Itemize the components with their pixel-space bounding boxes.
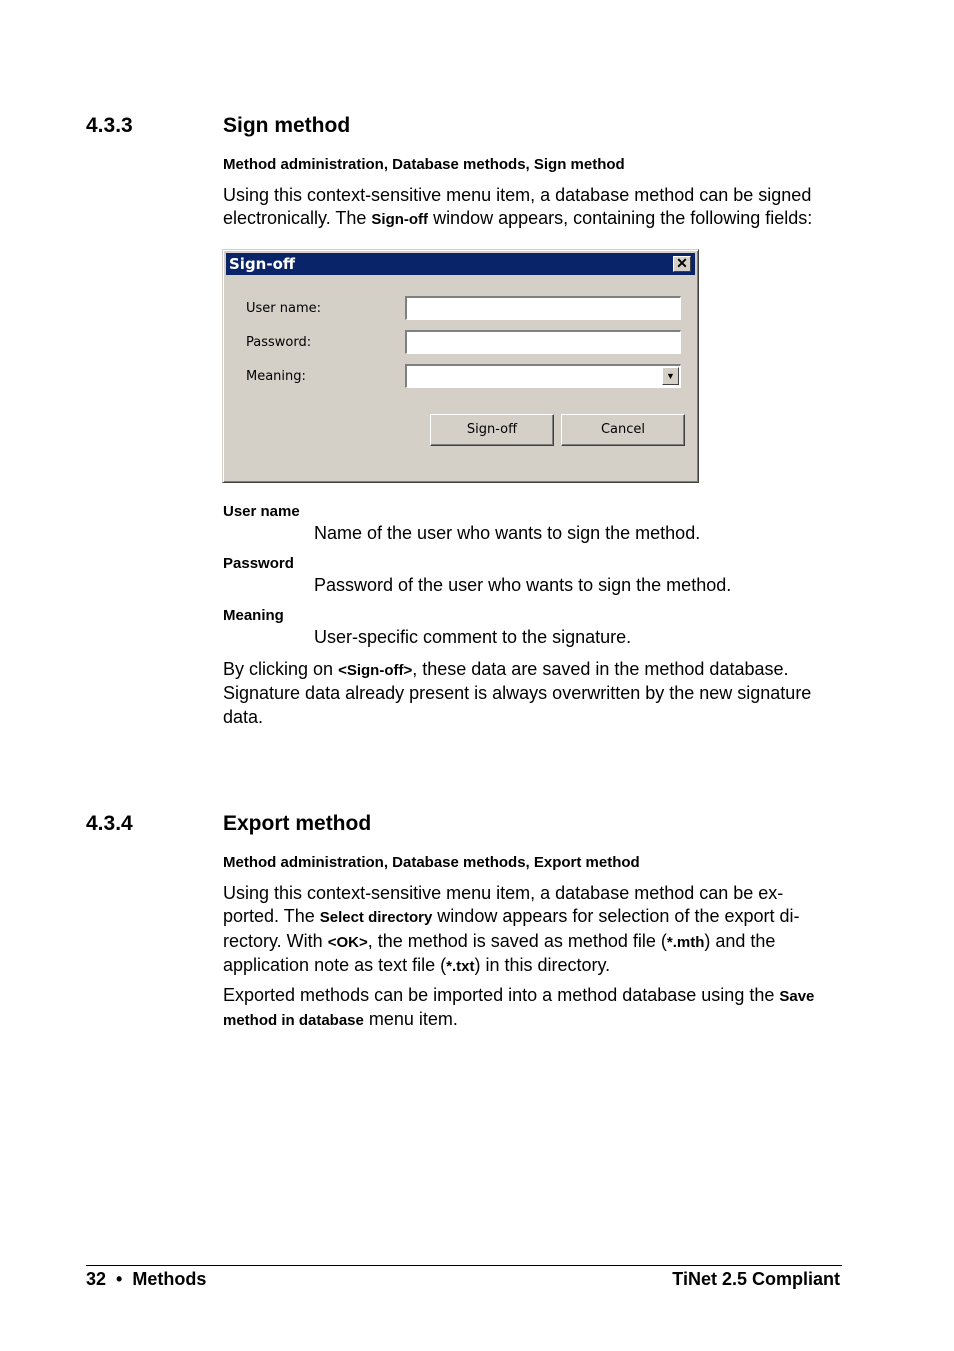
signoff-dialog <box>222 249 699 483</box>
page-number: 32 <box>86 1269 107 1289</box>
user-name-label: User name: <box>246 301 322 316</box>
definition-user-name: Name of the user who wants to sign the method. <box>314 523 701 543</box>
term-password: Password <box>223 555 294 572</box>
term-meaning: Meaning <box>223 607 284 624</box>
password-field[interactable] <box>405 330 681 354</box>
outro-paragraph: By clicking on <Sign-off>, these data are saved in the method database. Signature data already present is always overwritten by the new signature data. <box>223 659 812 727</box>
product-name: TiNet 2.5 Compliant <box>672 1269 840 1289</box>
footer-rule <box>86 1265 842 1266</box>
user-name-field[interactable] <box>405 296 681 320</box>
section-number: 4.3.4 <box>86 812 133 835</box>
section-number: 4.3.3 <box>86 114 133 137</box>
meaning-label: Meaning: <box>246 369 306 384</box>
footer-left <box>86 1269 206 1290</box>
signoff-button[interactable]: Sign-off <box>430 414 554 446</box>
menu-path: Method administration, Database methods, Sign method <box>223 156 625 173</box>
export-paragraph: Using this context-sensitive menu item, a database method can be ex-ported. The Select directory window appears for selection of the export di-rectory. With <OK>, the method is saved as method file (*.mth) and the application note as text file (*.txt) in this directory. <box>223 883 800 976</box>
chevron-down-icon[interactable]: ▼ <box>662 367 679 385</box>
dialog-title: Sign-off <box>229 255 296 273</box>
meaning-combo[interactable] <box>405 364 681 388</box>
section-title: Sign method <box>223 114 351 137</box>
password-label: Password: <box>246 335 312 350</box>
definition-password: Password of the user who wants to sign the method. <box>314 575 732 595</box>
definition-meaning: User-specific comment to the signature. <box>314 627 632 647</box>
cancel-button[interactable]: Cancel <box>561 414 685 446</box>
menu-path: Method administration, Database methods, Export method <box>223 854 640 871</box>
term-user-name: User name <box>223 503 300 520</box>
import-paragraph: Exported methods can be imported into a method database using the Save method in database menu item. <box>223 985 815 1030</box>
footer-bullet: • <box>116 1269 123 1289</box>
intro-paragraph: Using this context-sensitive menu item, a database method can be signed electronically. The Sign-off window appears, containing the following fields: <box>223 185 813 229</box>
section-title: Export method <box>223 812 372 835</box>
chapter-name: Methods <box>132 1269 207 1289</box>
dialog-titlebar[interactable] <box>226 253 695 275</box>
close-icon[interactable]: ✕ <box>673 256 691 272</box>
